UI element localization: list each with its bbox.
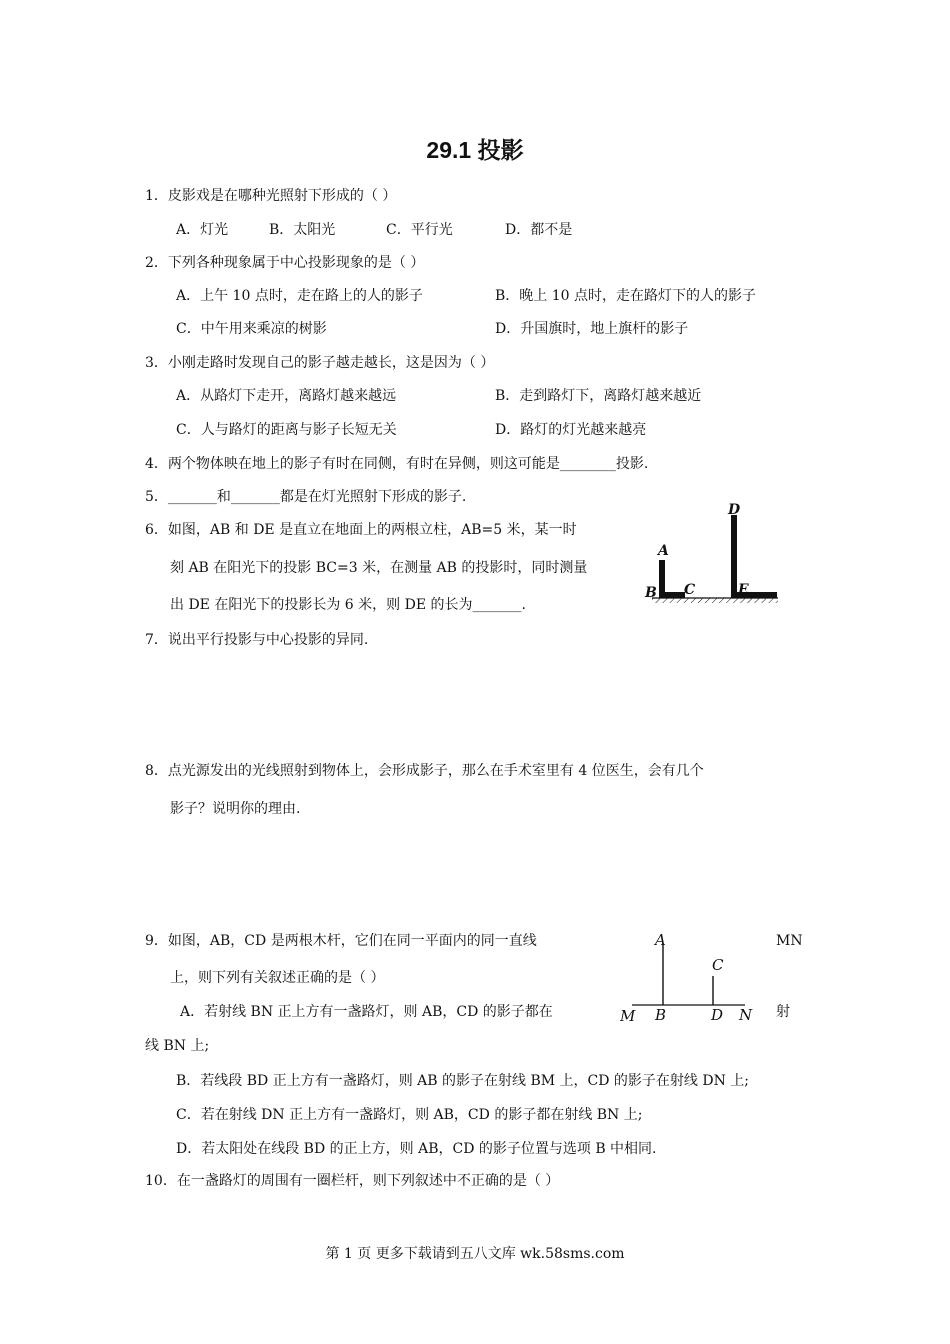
question-1-option-d: D．都不是 (505, 222, 573, 238)
question-3-option-d: D．路灯的灯光越来越亮 (495, 422, 647, 438)
figure-pillars (640, 498, 785, 608)
question-9-line-2: 上，则下列有关叙述正确的是（ ） (170, 970, 385, 986)
question-9-option-b: B．若线段 BD 正上方有一盏路灯，则 AB 的影子在射线 BM 上，CD 的影子在射线 DN 上; (176, 1073, 750, 1089)
question-1-option-c: C．平行光 (386, 222, 453, 238)
figure-poles (615, 928, 765, 1028)
question-2-option-b: B．晚上 10 点时，走在路灯下的人的影子 (495, 288, 757, 304)
label-c: C (712, 956, 724, 974)
question-5: 5．_______和_______都是在灯光照射下形成的影子. (145, 489, 467, 505)
question-9-option-d: D．若太阳处在线段 BD 的正上方，则 AB，CD 的影子位置与选项 B 中相同. (176, 1141, 657, 1157)
label-b: B (645, 585, 657, 601)
question-6-line-1: 6．如图，AB 和 DE 是直立在地面上的两根立柱，AB=5 米，某一时 (145, 522, 577, 538)
label-d: D (711, 1006, 724, 1024)
question-8-line-2: 影子？说明你的理由. (170, 801, 301, 817)
question-1-option-b: B．太阳光 (269, 222, 336, 238)
question-2-stem: 2．下列各种现象属于中心投影现象的是（ ） (145, 255, 425, 271)
page-title: 29.1 投影 (426, 137, 524, 163)
question-10: 10．在一盏路灯的周围有一圈栏杆，则下列叙述中不正确的是（ ） (145, 1173, 560, 1189)
shadow-bc (659, 592, 685, 598)
question-2-option-c: C．中午用来乘凉的树影 (176, 321, 327, 337)
question-3-option-c: C．人与路灯的距离与影子长短无关 (176, 422, 397, 438)
question-2-option-a: A．上午 10 点时，走在路上的人的影子 (176, 288, 423, 304)
question-2-option-d: D．升国旗时，地上旗杆的影子 (495, 321, 689, 337)
ground-hatching (652, 598, 778, 603)
question-9-line-1: 9．如图，AB，CD 是两根木杆，它们在同一平面内的同一直线 (145, 933, 537, 949)
page-footer: 第 1 页 更多下载请到五八文库 wk.58sms.com (325, 1246, 625, 1262)
question-9-option-a: A．若射线 BN 正上方有一盏路灯，则 AB，CD 的影子都在 (180, 1004, 553, 1020)
label-a: A (658, 543, 669, 559)
question-6-line-2: 刻 AB 在阳光下的投影 BC=3 米，在测量 AB 的投影时，同时测量 (170, 560, 588, 576)
question-1-option-a: A．灯光 (176, 222, 229, 238)
pillar-de (731, 515, 737, 598)
question-9-option-a-cont: 线 BN 上; (145, 1038, 210, 1054)
question-9-option-c: C．若在射线 DN 正上方有一盏路灯，则 AB，CD 的影子都在射线 BN 上; (176, 1107, 643, 1123)
label-n: N (739, 1006, 753, 1024)
label-e: E (738, 582, 749, 598)
question-4: 4．两个物体映在地上的影子有时在同侧，有时在异侧，则这可能是________投影. (145, 456, 649, 472)
question-9-line-1-end: MN (776, 933, 803, 949)
question-7: 7．说出平行投影与中心投影的异同. (145, 632, 369, 648)
question-3-option-a: A．从路灯下走开，离路灯越来越远 (176, 388, 397, 404)
question-6-line-3: 出 DE 在阳光下的投影长为 6 米，则 DE 的长为_______. (170, 597, 526, 613)
label-d: D (728, 502, 741, 518)
question-9-option-a-end: 射 (776, 1004, 790, 1020)
label-a: A (655, 931, 666, 949)
question-3-stem: 3．小刚走路时发现自己的影子越走越长，这是因为（ ） (145, 355, 495, 371)
question-1-stem: 1．皮影戏是在哪种光照射下形成的（ ） (145, 188, 397, 204)
label-c: C (684, 582, 696, 598)
question-3-option-b: B．走到路灯下，离路灯越来越近 (495, 388, 702, 404)
label-m: M (620, 1007, 636, 1025)
question-8-line-1: 8．点光源发出的光线照射到物体上，会形成影子，那么在手术室里有 4 位医生，会有几个 (145, 763, 704, 779)
label-b: B (655, 1006, 667, 1024)
